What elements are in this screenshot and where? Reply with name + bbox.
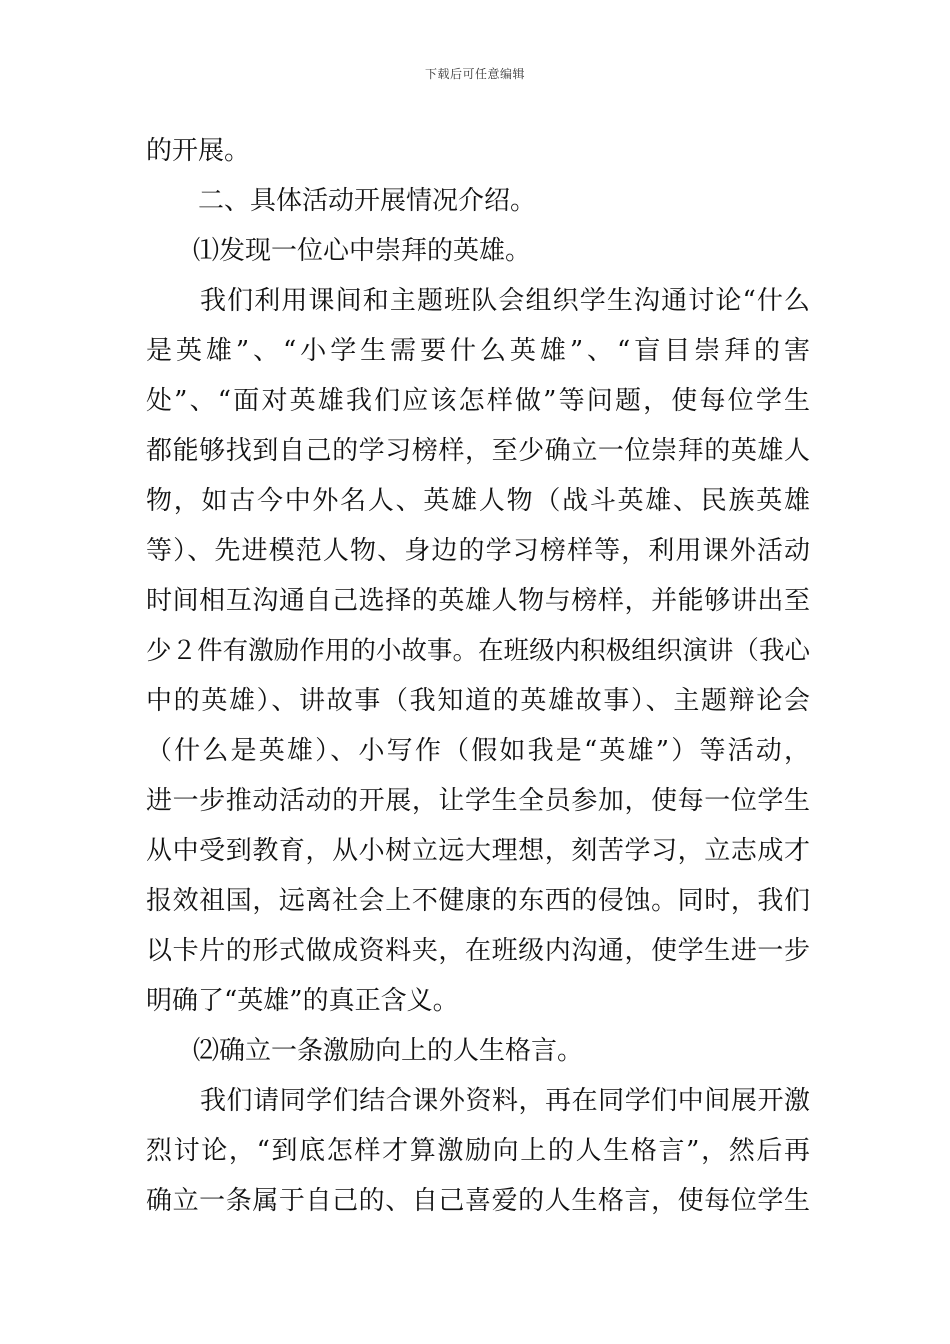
section-heading: 二、具体活动开展情况介绍。 <box>198 186 537 216</box>
paragraph-line: 确立一条属于自己的、自己喜爱的人生格言，使每位学生 <box>146 1186 810 1216</box>
paragraph-line: 烈讨论，“到底怎样才算激励向上的人生格言”，然后再 <box>146 1136 810 1166</box>
paragraph-line: 物，如古今中外名人、英雄人物（战斗英雄、民族英雄 <box>146 486 810 516</box>
paragraph-line: 是英雄”、“小学生需要什么英雄”、“盲目崇拜的害 <box>146 336 810 366</box>
page-header: 下载后可任意编辑 <box>424 67 525 81</box>
paragraph-line: 的开展。 <box>146 136 251 166</box>
subsection-heading: ⑵确立一条激励向上的人生格言。 <box>193 1036 584 1066</box>
paragraph-line: 明确了“英雄”的真正含义。 <box>146 986 459 1016</box>
paragraph-line: 我们请同学们结合课外资料，再在同学们中间展开激 <box>200 1086 810 1116</box>
paragraph-line: （什么是英雄）、小写作（假如我是“英雄”）等活动， <box>146 736 810 766</box>
paragraph-line: 中的英雄）、讲故事（我知道的英雄故事）、主题辩论会 <box>146 686 810 716</box>
subsection-heading: ⑴发现一位心中崇拜的英雄。 <box>193 236 532 266</box>
paragraph-line: 等）、先进模范人物、身边的学习榜样等，利用课外活动 <box>146 536 810 566</box>
paragraph-line: 我们利用课间和主题班队会组织学生沟通讨论“什么 <box>200 286 810 316</box>
paragraph-line: 处”、“面对英雄我们应该怎样做”等问题，使每位学生 <box>146 386 810 416</box>
paragraph-line: 报效祖国，远离社会上不健康的东西的侵蚀。同时，我们 <box>146 886 810 916</box>
paragraph-line: 以卡片的形式做成资料夹，在班级内沟通，使学生进一步 <box>146 936 810 966</box>
paragraph-line: 进一步推动活动的开展，让学生全员参加，使每一位学生 <box>146 786 810 816</box>
paragraph-line: 少２件有激励作用的小故事。在班级内积极组织演讲（我心 <box>146 636 810 666</box>
paragraph-line: 都能够找到自己的学习榜样，至少确立一位崇拜的英雄人 <box>146 436 810 466</box>
paragraph-line: 从中受到教育，从小树立远大理想，刻苦学习，立志成才 <box>146 836 810 866</box>
document-body <box>146 126 810 1226</box>
paragraph-line: 时间相互沟通自己选择的英雄人物与榜样，并能够讲出至 <box>146 586 810 616</box>
